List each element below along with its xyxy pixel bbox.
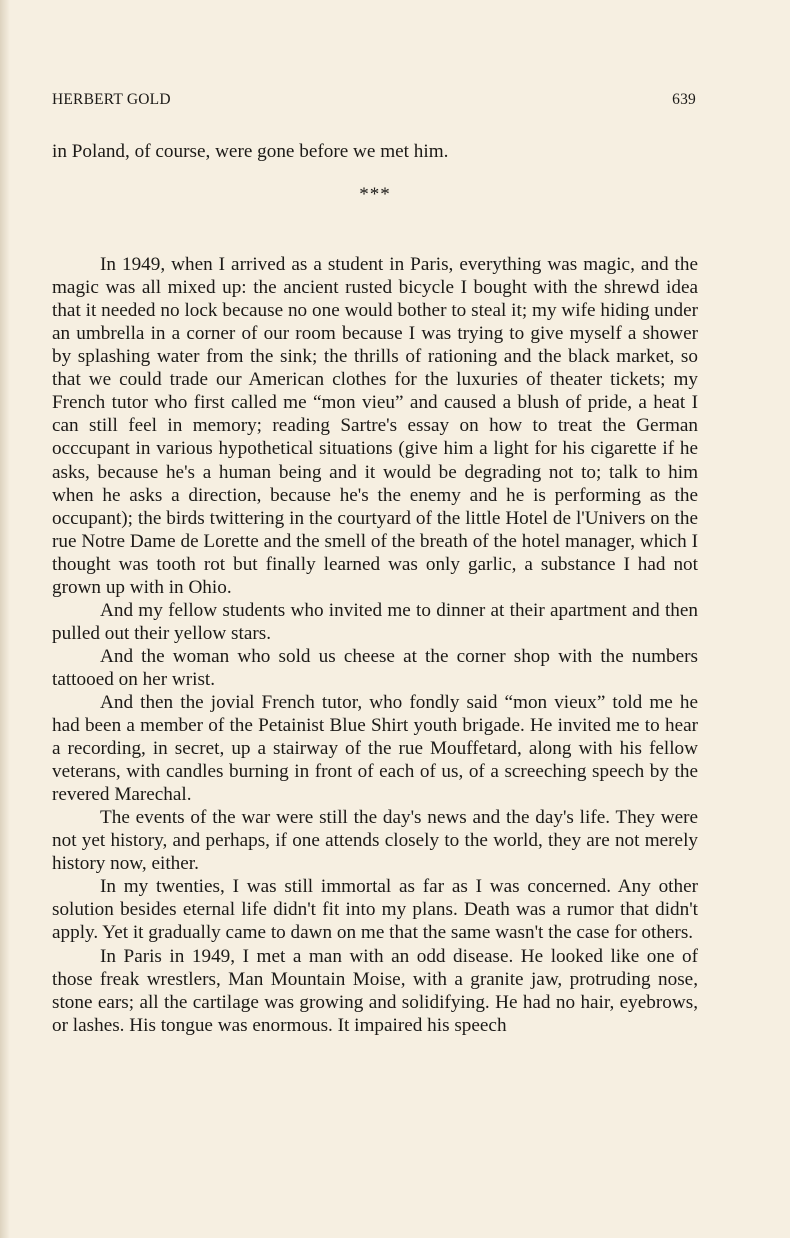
paragraph: In my twenties, I was still immortal as far as I was concerned. Any other solution besides eternal life didn't fit into my plans. Death was a rumor that didn't apply. Yet it gradually came to dawn on me that the same wasn't the case for others. xyxy=(52,876,698,944)
paragraph: In Paris in 1949, I met a man with an odd disease. He looked like one of those freak wrestlers, Man Mountain Moise, with a granite jaw, protruding nose, stone ears; all the cartilage was growing and solidifying. He had no hair, eyebrows, or lashes. His tongue was enormous. It impaired his speech xyxy=(52,945,698,1036)
page-number: 639 xyxy=(672,91,696,108)
running-head xyxy=(52,91,696,111)
body-text xyxy=(52,140,698,1037)
running-head-author: HERBERT GOLD xyxy=(52,91,171,108)
paragraph: And my fellow students who invited me to dinner at their apartment and then pulled out their yellow stars. xyxy=(52,599,698,644)
page-binding-shadow xyxy=(0,0,10,1238)
paragraph: In 1949, when I arrived as a student in Paris, everything was magic, and the magic was all mixed up: the ancient rusted bicycle I bought with the shrewd idea that it needed no lock because no one would bother to steal it; my wife hiding under an umbrella in a corner of our room because I was trying to give myself a shower by splashing water from the sink; the thrills of rationing and the black market, so that we could trade our American clothes for the luxuries of theater tickets; my French tutor who first called me “mon vieu” and caused a blush of pride, a heat I can still feel in memory; reading Sartre's essay on how to treat the German occcupant in various hypothetical situations (give him a light for his cigarette if he asks, because he's a human being and it would be degrading not to; talk to him when he asks a direction, because he's the enemy and he is performing as the occupant); the birds twittering in the courtyard of the little Hotel de l'Univers on the rue Notre Dame de Lorette and the smell of the breath of the hotel manager, which I thought was tooth rot but finally learned was only garlic, a substance I had not grown up with in Ohio. xyxy=(52,254,698,598)
paragraph: And then the jovial French tutor, who fondly said “mon vieux” told me he had been a member of the Petainist Blue Shirt youth brigade. He invited me to hear a recording, in secret, up a stairway of the rue Mouffetard, along with his fellow veterans, with candles burning in front of each of us, of a screeching speech by the revered Marechal. xyxy=(52,691,698,806)
opening-line: in Poland, of course, were gone before we met him. xyxy=(52,141,449,162)
section-break: *** xyxy=(359,184,391,206)
paragraph: The events of the war were still the day's news and the day's life. They were not yet history, and perhaps, if one attends closely to the world, they are not merely history now, either. xyxy=(52,807,698,875)
paragraph: And the woman who sold us cheese at the corner shop with the numbers tattooed on her wrist. xyxy=(52,645,698,690)
